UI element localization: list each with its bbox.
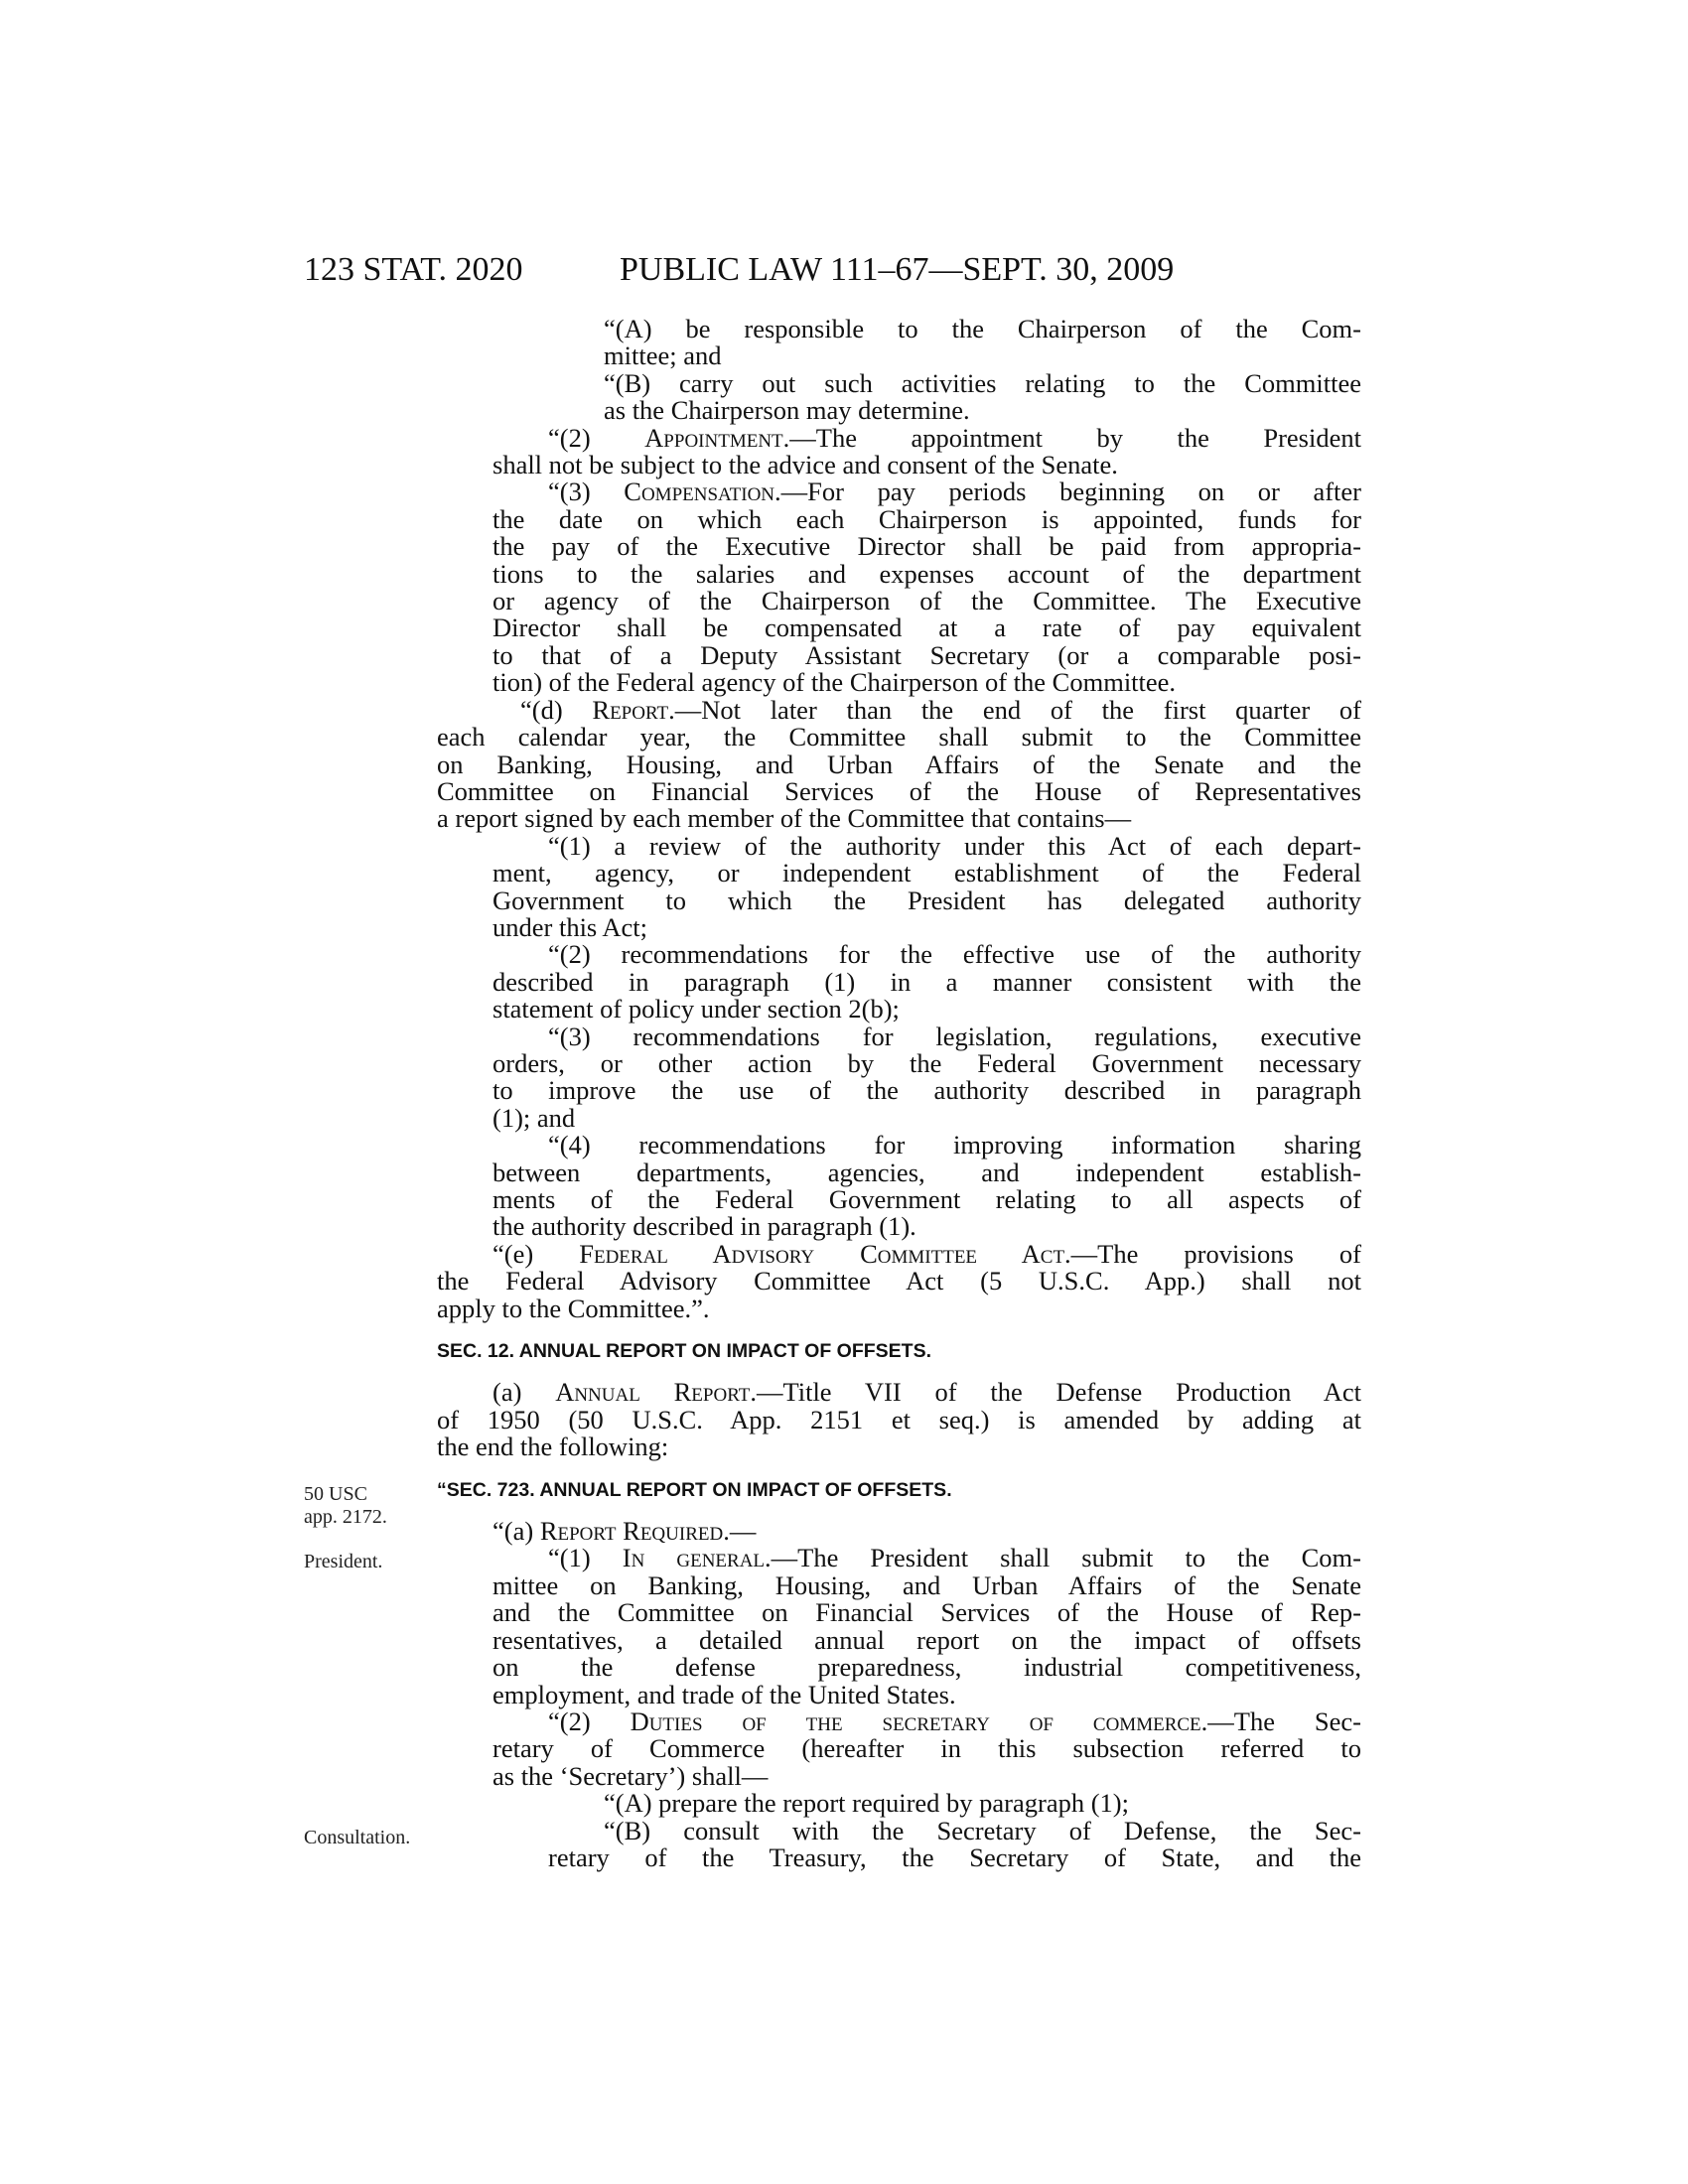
para-d1-line: Government to which the President has delegated authority	[492, 885, 1361, 915]
para-annual-report-line: the end the following:	[437, 1432, 669, 1462]
para-d3-line: orders, or other action by the Federal Government necessary	[492, 1047, 1361, 1078]
margin-note-president: President.	[304, 1551, 383, 1572]
para-faca-line: apply to the Committee.”.	[437, 1293, 710, 1323]
para-compensation-line: the pay of the Executive Director shall be paid from appropria-	[492, 531, 1361, 562]
para-d4-line: the authority described in paragraph (1).	[492, 1211, 916, 1242]
margin-note-usc-citation: 50 USC app. 2172.	[304, 1483, 387, 1528]
para-report-required: “(a) Report Required.—	[492, 1516, 757, 1547]
para-report-line: on Banking, Housing, and Urban Affairs of the Senate and the	[437, 749, 1361, 779]
para-annual-report-line: of 1950 (50 U.S.C. App. 2151 et seq.) is amended by adding at	[437, 1404, 1361, 1434]
para-duty-B-line: “(B) consult with the Secretary of Defense, the Sec-	[604, 1815, 1361, 1845]
para-faca-line: the Federal Advisory Committee Act (5 U.S.C. App.) shall not	[437, 1266, 1361, 1297]
para-in-general-line: employment, and trade of the United States.	[492, 1679, 956, 1709]
para-compensation-line: tion) of the Federal agency of the Chairperson of the Committee.	[492, 667, 1177, 698]
para-d3-line: to improve the use of the authority described in paragraph	[492, 1075, 1361, 1106]
para-duties-line: retary of Commerce (hereafter in this subsection referred to	[492, 1733, 1361, 1764]
para-duty-A-line: “(A) prepare the report required by paragraph (1);	[604, 1788, 1129, 1819]
para-d2-line: described in paragraph (1) in a manner consistent with the	[492, 966, 1361, 997]
para-in-general-line: mittee on Banking, Housing, and Urban Affairs of the Senate	[492, 1570, 1361, 1600]
para-appointment-line: shall not be subject to the advice and consent of the Senate.	[492, 450, 1118, 480]
para-d3-line: “(3) recommendations for legislation, regulations, executive	[548, 1021, 1361, 1051]
para-d1-line: under this Act;	[492, 911, 648, 942]
para-report-line: a report signed by each member of the Committee that contains—	[437, 803, 1132, 834]
para-d2-line: statement of policy under section 2(b);	[492, 994, 900, 1024]
para-compensation-line: Director shall be compensated at a rate of pay equivalent	[492, 613, 1361, 643]
para-d1-line: ment, agency, or independent establishment of the Federal	[492, 858, 1361, 888]
para-A-line: “(A) be responsible to the Chairperson of the Com-	[604, 314, 1361, 343]
para-in-general-line: “(1) In general.—The President shall submit to the Com-	[548, 1543, 1361, 1573]
para-appointment-line: “(2) Appointment.—The appointment by the President	[548, 422, 1361, 453]
para-B-line: as the Chairperson may determine.	[604, 395, 970, 426]
para-in-general-line: and the Committee on Financial Services of the House of Rep-	[492, 1597, 1361, 1628]
para-d1-line: “(1) a review of the authority under this Act of each depart-	[548, 830, 1361, 861]
para-faca-line: “(e) Federal Advisory Committee Act.—The provisions of	[492, 1238, 1361, 1269]
para-compensation-line: tions to the salaries and expenses account of the department	[492, 558, 1361, 589]
para-A-line: mittee; and	[604, 341, 722, 371]
running-head-title: PUBLIC LAW 111–67—SEPT. 30, 2009	[620, 251, 1175, 288]
para-compensation-line: or agency of the Chairperson of the Committee. The Executive	[492, 586, 1361, 616]
para-d3-line: (1); and	[492, 1102, 576, 1133]
para-compensation-line: “(3) Compensation.—For pay periods beginning on or after	[548, 477, 1361, 507]
para-report-line: “(d) Report.—Not later than the end of the first quarter of	[520, 694, 1361, 725]
para-duties-line: as the ‘Secretary’) shall—	[492, 1760, 769, 1791]
page-stat-reference: 123 STAT. 2020	[304, 251, 523, 288]
para-d2-line: “(2) recommendations for the effective use of the authority	[548, 939, 1361, 970]
para-duties-line: “(2) Duties of the secretary of commerce.—The Sec-	[548, 1706, 1361, 1736]
para-duty-B-line: retary of the Treasury, the Secretary of State, and the	[548, 1842, 1361, 1872]
para-compensation-line: the date on which each Chairperson is appointed, funds for	[492, 503, 1361, 534]
para-B-line: “(B) carry out such activities relating to the Committee	[604, 367, 1361, 398]
para-annual-report-line: (a) Annual Report.—Title VII of the Defense Production Act	[492, 1377, 1361, 1408]
para-in-general-line: on the defense preparedness, industrial competitiveness,	[492, 1652, 1361, 1683]
section-723-heading: “SEC. 723. ANNUAL REPORT ON IMPACT OF OFFSETS.	[437, 1478, 952, 1501]
para-compensation-line: to that of a Deputy Assistant Secretary (or a comparable posi-	[492, 639, 1361, 670]
document-body	[437, 314, 1361, 1872]
para-in-general-line: resentatives, a detailed annual report on the impact of offsets	[492, 1624, 1361, 1655]
para-report-line: Committee on Financial Services of the House of Representatives	[437, 775, 1361, 806]
para-d4-line: “(4) recommendations for improving information sharing	[548, 1130, 1361, 1160]
section-12-heading: SEC. 12. ANNUAL REPORT ON IMPACT OF OFFSETS.	[437, 1340, 932, 1363]
para-d4-line: ments of the Federal Government relating to all aspects of	[492, 1184, 1361, 1214]
margin-note-consultation: Consultation.	[304, 1827, 411, 1848]
para-d4-line: between departments, agencies, and independent establish-	[492, 1157, 1361, 1187]
para-report-line: each calendar year, the Committee shall submit to the Committee	[437, 722, 1361, 752]
